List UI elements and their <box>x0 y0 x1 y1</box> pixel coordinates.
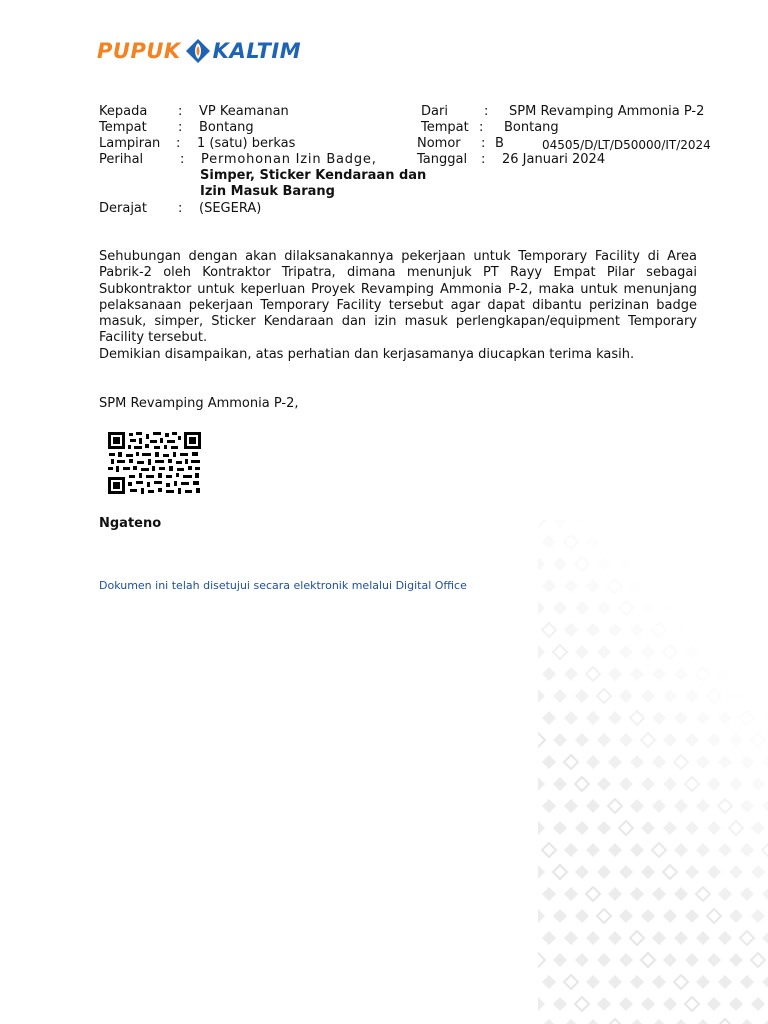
decorative-diamond <box>729 821 743 835</box>
decorative-diamond <box>751 997 765 1011</box>
signer-name: Ngateno <box>99 516 162 531</box>
decorative-diamond <box>696 931 710 945</box>
decorative-diamond <box>538 520 545 527</box>
body-paragraph-2: Demikian disampaikan, atas perhatian dan kerjasamanya diucapkan terima kasih. <box>99 347 635 362</box>
decorative-diamond <box>553 689 567 703</box>
decorative-diamond <box>729 865 743 879</box>
decorative-diamond <box>674 755 688 769</box>
decorative-diamond <box>597 865 611 879</box>
decorative-diamond <box>553 557 567 571</box>
decorative-diamond <box>597 821 611 835</box>
decorative-diamond <box>707 689 721 703</box>
decorative-diamond <box>538 865 545 879</box>
decorative-diamond <box>553 953 567 967</box>
decorative-diamond <box>663 601 677 615</box>
decorative-diamond <box>762 711 768 725</box>
decorative-diamond <box>685 997 699 1011</box>
decorative-diamond <box>575 909 589 923</box>
decorative-diamond <box>685 645 699 659</box>
qr-code-icon <box>108 432 201 494</box>
decorative-diamond <box>630 711 644 725</box>
decorative-diamond <box>729 777 743 791</box>
decorative-diamond <box>630 799 644 813</box>
decorative-diamond <box>751 909 765 923</box>
decorative-diamond <box>575 953 589 967</box>
derajat-value: (SEGERA) <box>199 201 262 216</box>
decorative-diamond <box>762 1019 768 1024</box>
decorative-diamond <box>542 755 556 769</box>
decorative-diamond <box>740 711 754 725</box>
decorative-diamond <box>597 557 611 571</box>
decorative-diamond <box>586 623 600 637</box>
decorative-diamond <box>674 667 688 681</box>
decorative-diamond <box>564 931 578 945</box>
decorative-diamond <box>740 799 754 813</box>
decorative-diamond <box>652 843 666 857</box>
logo-text-left: PUPUK <box>97 39 181 63</box>
decorative-diamond <box>641 909 655 923</box>
decorative-diamond <box>564 887 578 901</box>
decorative-diamond <box>564 667 578 681</box>
decorative-diamond <box>538 909 545 923</box>
decorative-diamond <box>586 1019 600 1024</box>
tanggal-value: 26 Januari 2024 <box>502 152 606 167</box>
decorative-diamond <box>542 667 556 681</box>
decorative-diamond <box>652 711 666 725</box>
decorative-diamond <box>663 689 677 703</box>
decorative-diamond <box>685 953 699 967</box>
decorative-diamond <box>652 975 666 989</box>
decorative-diamond <box>586 975 600 989</box>
decorative-diamond <box>553 733 567 747</box>
decorative-diamond <box>575 557 589 571</box>
tempat-right-sep: : <box>479 120 484 135</box>
decorative-diamond <box>553 909 567 923</box>
decorative-diamond <box>608 623 622 637</box>
decorative-diamond <box>597 997 611 1011</box>
decorative-diamond <box>608 799 622 813</box>
decorative-diamond <box>663 733 677 747</box>
decorative-diamond <box>641 777 655 791</box>
decorative-diamond <box>641 997 655 1011</box>
decorative-diamond <box>575 601 589 615</box>
decorative-diamond <box>542 931 556 945</box>
decorative-diamond <box>718 843 732 857</box>
decorative-diamond <box>619 733 633 747</box>
decorative-diamond <box>663 777 677 791</box>
decorative-diamond <box>630 579 644 593</box>
decorative-diamond <box>729 997 743 1011</box>
decorative-diamond <box>538 645 545 659</box>
decorative-diamond <box>619 997 633 1011</box>
decorative-diamond <box>674 887 688 901</box>
decorative-diamond <box>553 821 567 835</box>
decorative-diamond <box>685 909 699 923</box>
decorative-diamond <box>619 601 633 615</box>
decorative-diamond <box>663 997 677 1011</box>
decorative-diamond <box>564 799 578 813</box>
decorative-diamond <box>575 821 589 835</box>
decorative-diamond <box>718 667 732 681</box>
decorative-diamond <box>718 887 732 901</box>
company-logo <box>97 36 301 66</box>
decorative-diamond <box>564 755 578 769</box>
decorative-diamond <box>729 689 743 703</box>
decorative-diamond <box>542 579 556 593</box>
decorative-diamond <box>751 733 765 747</box>
decorative-diamond <box>564 579 578 593</box>
decorative-diamond <box>652 931 666 945</box>
lampiran-sep: : <box>176 136 181 151</box>
decorative-diamond <box>564 623 578 637</box>
tempat-left-sep: : <box>178 120 183 135</box>
decorative-diamond <box>696 711 710 725</box>
decorative-diamond <box>707 733 721 747</box>
decorative-diamond <box>630 623 644 637</box>
decorative-diamond <box>538 953 545 967</box>
decorative-diamond <box>597 733 611 747</box>
decorative-diamond <box>542 623 556 637</box>
tempat-right-label: Tempat <box>421 120 469 135</box>
logo-emblem-icon <box>185 38 211 64</box>
tempat-right-value: Bontang <box>504 120 559 135</box>
decorative-diamond <box>674 843 688 857</box>
decorative-diamond <box>663 865 677 879</box>
decorative-diamond <box>740 843 754 857</box>
decorative-diamond <box>751 953 765 967</box>
decorative-diamond <box>707 997 721 1011</box>
decorative-diamond <box>663 909 677 923</box>
decorative-diamond <box>641 953 655 967</box>
decorative-diamond <box>685 777 699 791</box>
decorative-diamond <box>619 865 633 879</box>
decorative-diamond <box>707 953 721 967</box>
decorative-diamond <box>674 1019 688 1024</box>
decorative-diamond <box>564 711 578 725</box>
decorative-diamond <box>538 777 545 791</box>
kepada-sep: : <box>178 104 183 119</box>
decorative-diamond <box>696 887 710 901</box>
decorative-diamond <box>630 667 644 681</box>
decorative-diamond <box>538 821 545 835</box>
decorative-diamond <box>619 821 633 835</box>
decorative-diamond <box>729 953 743 967</box>
decorative-diamond <box>740 887 754 901</box>
lampiran-value: 1 (satu) berkas <box>197 136 296 151</box>
decorative-diamond <box>685 865 699 879</box>
decorative-diamond <box>586 931 600 945</box>
decorative-diamond <box>762 799 768 813</box>
decorative-diamond <box>630 843 644 857</box>
decorative-diamond <box>597 777 611 791</box>
decorative-diamond <box>685 821 699 835</box>
perihal-line1: Permohonan Izin Badge, <box>201 152 377 167</box>
decorative-diamond <box>586 887 600 901</box>
decorative-diamond <box>586 843 600 857</box>
decorative-diamond <box>619 689 633 703</box>
decorative-diamond <box>542 711 556 725</box>
decorative-diamond <box>740 1019 754 1024</box>
dari-label: Dari <box>421 104 448 119</box>
decorative-diamond <box>707 645 721 659</box>
digital-approval-note: Dokumen ini telah disetujui secara elektronik melalui Digital Office <box>99 579 467 592</box>
decorative-diamond <box>762 931 768 945</box>
perihal-line3: Izin Masuk Barang <box>200 184 335 199</box>
decorative-diamond <box>564 843 578 857</box>
perihal-line2: Simper, Sticker Kendaraan dan <box>200 168 427 183</box>
decorative-diamond <box>674 975 688 989</box>
decorative-diamond <box>564 1019 578 1024</box>
decorative-diamond <box>553 865 567 879</box>
decorative-diamond <box>597 953 611 967</box>
dari-value: SPM Revamping Ammonia P-2 <box>509 104 705 119</box>
nomor-label: Nomor <box>417 136 461 151</box>
lampiran-label: Lampiran <box>99 136 161 151</box>
decorative-diamond <box>553 645 567 659</box>
decorative-diamond <box>630 975 644 989</box>
decorative-diamond <box>608 975 622 989</box>
decorative-diamond <box>762 755 768 769</box>
decorative-diamond <box>619 777 633 791</box>
decorative-diamond <box>751 821 765 835</box>
decorative-diamond <box>586 667 600 681</box>
decorative-diamond <box>707 821 721 835</box>
decorative-diamond <box>597 645 611 659</box>
decorative-diamond <box>641 865 655 879</box>
decorative-diamond <box>674 711 688 725</box>
logo-text-right: KALTIM <box>212 39 302 63</box>
decorative-diamond <box>608 579 622 593</box>
decorative-diamond <box>586 579 600 593</box>
decorative-diamond <box>718 755 732 769</box>
decorative-diamond <box>718 711 732 725</box>
tanggal-label: Tanggal <box>417 152 468 167</box>
decorative-diamond <box>674 623 688 637</box>
decorative-diamond <box>597 689 611 703</box>
decorative-diamond <box>608 711 622 725</box>
decorative-diamond <box>575 777 589 791</box>
decorative-diamond <box>729 909 743 923</box>
decorative-diamond <box>630 931 644 945</box>
decorative-diamond <box>630 887 644 901</box>
decorative-diamond-pattern <box>538 520 768 1024</box>
decorative-diamond <box>762 887 768 901</box>
decorative-diamond <box>707 865 721 879</box>
decorative-diamond <box>685 733 699 747</box>
decorative-diamond <box>652 667 666 681</box>
decorative-diamond <box>575 689 589 703</box>
decorative-diamond <box>663 821 677 835</box>
decorative-diamond <box>652 799 666 813</box>
decorative-diamond <box>740 755 754 769</box>
decorative-diamond <box>608 535 622 549</box>
decorative-diamond <box>641 733 655 747</box>
decorative-diamond <box>586 711 600 725</box>
decorative-diamond <box>538 601 545 615</box>
decorative-diamond <box>542 975 556 989</box>
decorative-diamond <box>674 931 688 945</box>
decorative-diamond <box>696 843 710 857</box>
decorative-diamond <box>575 645 589 659</box>
decorative-diamond <box>718 799 732 813</box>
decorative-diamond <box>630 1019 644 1024</box>
decorative-diamond <box>619 953 633 967</box>
decorative-diamond <box>696 755 710 769</box>
decorative-diamond <box>630 755 644 769</box>
decorative-diamond <box>740 931 754 945</box>
decorative-diamond <box>619 557 633 571</box>
decorative-diamond <box>553 520 567 527</box>
decorative-diamond <box>674 799 688 813</box>
decorative-diamond <box>608 931 622 945</box>
decorative-diamond <box>553 997 567 1011</box>
decorative-diamond <box>608 755 622 769</box>
decorative-diamond <box>718 931 732 945</box>
decorative-diamond <box>608 887 622 901</box>
decorative-diamond <box>538 733 545 747</box>
decorative-diamond <box>740 975 754 989</box>
decorative-diamond <box>718 1019 732 1024</box>
nomor-prefix: B <box>495 136 504 151</box>
derajat-sep: : <box>178 201 183 216</box>
decorative-diamond <box>542 535 556 549</box>
decorative-diamond <box>718 975 732 989</box>
decorative-diamond <box>707 777 721 791</box>
decorative-diamond <box>696 1019 710 1024</box>
decorative-diamond <box>542 887 556 901</box>
decorative-diamond <box>663 953 677 967</box>
decorative-diamond <box>696 799 710 813</box>
decorative-diamond <box>641 689 655 703</box>
decorative-diamond <box>729 733 743 747</box>
decorative-diamond <box>538 557 545 571</box>
kepada-value: VP Keamanan <box>199 104 289 119</box>
decorative-diamond <box>586 535 600 549</box>
decorative-diamond <box>751 777 765 791</box>
decorative-diamond <box>564 535 578 549</box>
nomor-sep: : <box>481 136 486 151</box>
decorative-diamond <box>538 689 545 703</box>
decorative-diamond <box>685 689 699 703</box>
decorative-diamond <box>696 667 710 681</box>
perihal-sep: : <box>180 152 185 167</box>
decorative-diamond <box>762 843 768 857</box>
decorative-diamond <box>619 909 633 923</box>
decorative-diamond <box>538 997 545 1011</box>
decorative-diamond <box>641 645 655 659</box>
decorative-diamond <box>696 975 710 989</box>
decorative-diamond <box>564 975 578 989</box>
decorative-diamond <box>542 1019 556 1024</box>
dari-sep: : <box>484 104 489 119</box>
decorative-diamond <box>575 865 589 879</box>
decorative-diamond <box>641 821 655 835</box>
decorative-diamond <box>619 645 633 659</box>
decorative-diamond <box>575 520 589 527</box>
decorative-diamond <box>575 997 589 1011</box>
derajat-label: Derajat <box>99 201 147 216</box>
decorative-diamond <box>641 601 655 615</box>
decorative-diamond <box>608 1019 622 1024</box>
tanggal-sep: : <box>481 152 486 167</box>
decorative-diamond <box>542 799 556 813</box>
decorative-diamond <box>652 1019 666 1024</box>
nomor-value: 04505/D/LT/D50000/IT/2024 <box>542 138 711 152</box>
decorative-diamond <box>597 909 611 923</box>
decorative-diamond <box>553 777 567 791</box>
decorative-diamond <box>652 887 666 901</box>
tempat-left-label: Tempat <box>99 120 147 135</box>
decorative-diamond <box>751 865 765 879</box>
kepada-label: Kepada <box>99 104 148 119</box>
decorative-diamond <box>542 843 556 857</box>
tempat-left-value: Bontang <box>199 120 254 135</box>
decorative-diamond <box>586 755 600 769</box>
decorative-diamond <box>608 843 622 857</box>
decorative-diamond <box>608 667 622 681</box>
decorative-diamond <box>575 733 589 747</box>
decorative-diamond <box>652 755 666 769</box>
signature-unit: SPM Revamping Ammonia P-2, <box>99 396 299 411</box>
decorative-diamond <box>597 601 611 615</box>
decorative-diamond <box>553 601 567 615</box>
decorative-diamond <box>762 975 768 989</box>
perihal-label: Perihal <box>99 152 144 167</box>
decorative-diamond <box>586 799 600 813</box>
decorative-diamond <box>652 623 666 637</box>
body-paragraph-1: Sehubungan dengan akan dilaksanakannya pekerjaan untuk Temporary Facility di Area Pabrik-2 oleh Kontraktor Tripatra, dimana menunjuk PT Rayy Empat Pilar sebagai Subkontraktor untuk keperluan Proyek Revamping Ammonia P-2, maka untuk menunjang pelaksanaan pekerjaan Temporary Facility tersebut agar dapat dibantu perizinan badge masuk, simper, Sticker Kendaraan dan izin masuk perlengkapan/equipment Temporary Facility tersebut. <box>99 249 697 346</box>
decorative-diamond <box>663 645 677 659</box>
decorative-diamond <box>707 909 721 923</box>
